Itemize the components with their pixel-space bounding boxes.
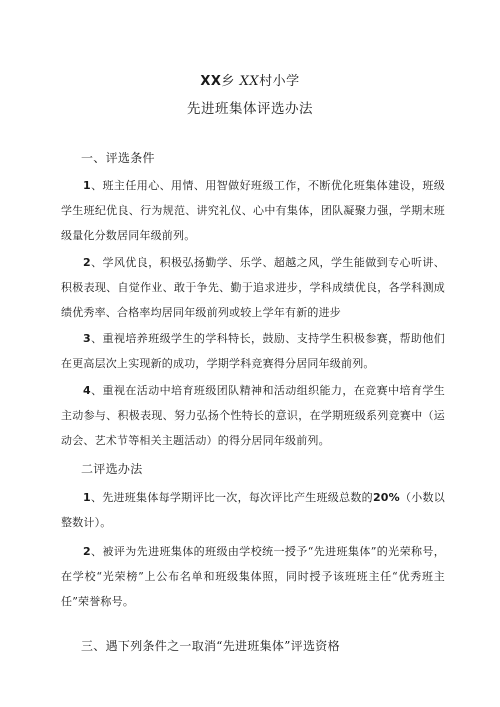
section-heading-disqualify: 三、遇下列条件之一取消“先进班集体”评选资格 [81, 639, 340, 653]
document-title-main: 先进班集体评选办法 [187, 101, 313, 117]
item-number: 1 [83, 179, 91, 192]
item-text: 、重视培养班级学生的学科特长，鼓励、支持学生积极参赛，帮助他们在更高层次上实现新的成功，学期学科竞赛得分居同年级前列。 [61, 332, 445, 370]
method-item-2 [61, 540, 445, 614]
criteria-item-3 [61, 327, 445, 377]
item-text-tail: （小数以整数计）。 [61, 491, 445, 529]
title-xx-bold: XX [200, 74, 222, 89]
criteria-item-4 [61, 379, 445, 453]
item-number: 2 [83, 545, 91, 558]
method-item-1 [61, 486, 445, 536]
title-township: 乡 [221, 74, 235, 89]
item-text: 、先进班集体每学期评比一次，每次评比产生班级总数的 [90, 491, 373, 504]
item-number: 4 [83, 384, 91, 397]
item-percentage: 20% [372, 491, 400, 504]
item-text: 、班主任用心、用情、用智做好班级工作，不断优化班集体建设，班级学生班纪优良、行为规范、讲究礼仪、心中有集体，团队凝聚力强，学期末班级量化分数居同年级前列。 [61, 179, 445, 242]
criteria-item-1 [61, 174, 445, 248]
item-text: 、学风优良，积极弘扬勤学、乐学、超越之风，学生能做到专心听讲、积极表现、自觉作业、敢于争先、勤于追求进步，学科成绩优良，各学科测成绩优秀率、合格率均居同年级前列或较上学年有新的进步 [61, 256, 445, 319]
item-number: 1 [83, 491, 91, 504]
title-xx-italic: XX [239, 74, 260, 89]
item-text: 、重视在活动中培育班级团队精神和活动组织能力，在竞赛中培育学生主动参与、积极表现、努力弘扬个性特长的意识，在学期班级系列竞赛中（运动会、艺术节等相关主题活动）的得分居同年级前列。 [61, 384, 445, 447]
item-number: 2 [83, 256, 91, 269]
section-heading-method: 二评选办法 [81, 462, 143, 476]
item-number: 3 [83, 332, 91, 345]
section-heading-criteria: 一、评选条件 [81, 151, 155, 165]
item-text: 、被评为先进班集体的班级由学校统一授予“先进班集体”的光荣称号，在学校“光荣榜”上公布名单和班级集体照，同时授予该班班主任“优秀班主任”荣誉称号。 [61, 545, 445, 608]
title-village-school: 村小学 [259, 74, 300, 89]
criteria-item-2 [61, 251, 445, 325]
document-title-school [0, 70, 500, 89]
